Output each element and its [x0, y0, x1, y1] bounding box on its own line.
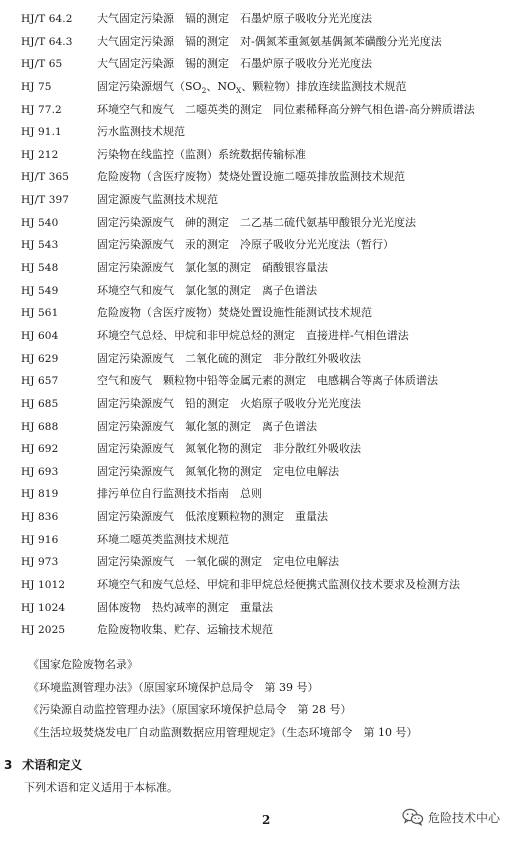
standard-row	[0, 551, 515, 574]
standard-code: HJ 1024	[21, 601, 66, 614]
standard-row	[0, 574, 515, 597]
standard-title: 固定污染源废气 氮氧化物的测定 非分散红外吸收法	[97, 442, 361, 456]
standard-code: HJ 1012	[21, 579, 66, 592]
standard-row	[0, 393, 515, 416]
standard-title: 固定污染源废气 氟化氢的测定 离子色谱法	[97, 419, 317, 433]
title-text: 固定污染源烟气（SO	[97, 79, 202, 93]
standard-code: HJ 561	[21, 307, 59, 320]
standard-code: HJ 212	[21, 148, 59, 161]
standard-row	[0, 619, 515, 642]
regulation-reference: 《污染源自动监控管理办法》（原国家环境保护总局令 第 28 号）	[28, 703, 352, 716]
standard-title: 大气固定污染源 锡的测定 石墨炉原子吸收分光光度法	[97, 57, 372, 71]
standard-row	[0, 257, 515, 280]
standard-row	[0, 144, 515, 167]
standard-row	[0, 53, 515, 76]
normative-references-list	[0, 8, 515, 642]
standard-code: HJ 2025	[21, 624, 66, 637]
standard-row	[0, 483, 515, 506]
watermark-text: 危险技术中心	[428, 810, 501, 825]
standard-title: 固定污染源废气 铅的测定 火焰原子吸收分光光度法	[97, 396, 361, 410]
standard-title: 固定源废气监测技术规范	[97, 193, 218, 207]
standard-code: HJ 604	[21, 329, 59, 342]
section-heading	[4, 756, 82, 773]
standard-row	[0, 121, 515, 144]
standard-code: HJ 629	[21, 352, 59, 365]
standard-title: 环境二噁英类监测技术规范	[97, 532, 229, 546]
standard-row	[0, 189, 515, 212]
standard-title: 污水监测技术规范	[97, 125, 185, 139]
standard-title: 环境空气总烃、甲烷和非甲烷总烃的测定 直接进样-气相色谱法	[97, 328, 409, 342]
standard-row	[0, 461, 515, 484]
standard-code: HJ 693	[21, 465, 59, 478]
regulation-reference: 《环境监测管理办法》（原国家环境保护总局令 第 39 号）	[28, 680, 319, 694]
standard-row	[0, 370, 515, 393]
standard-title: 危险废物（含医疗废物）焚烧处置设施性能测试技术规范	[97, 306, 372, 320]
standard-code: HJ 657	[21, 375, 59, 388]
regulation-reference: 《生活垃圾焚烧发电厂自动监测数据应用管理规定》（生态环境部令 第 10 号）	[28, 725, 418, 739]
standard-row	[0, 506, 515, 529]
standard-row	[0, 99, 515, 122]
page-number: 2	[262, 813, 271, 827]
standard-row	[0, 416, 515, 439]
standard-title: 固定污染源废气 低浓度颗粒物的测定 重量法	[97, 510, 328, 524]
section-title: 术语和定义	[22, 758, 83, 772]
standard-code: HJ 75	[21, 80, 52, 93]
standard-title: 环境空气和废气 氯化氢的测定 离子色谱法	[97, 283, 317, 297]
standard-row	[0, 212, 515, 235]
standard-row	[0, 8, 515, 31]
section-body-text: 下列术语和定义适用于本标准。	[24, 781, 178, 794]
standard-title: 固体废物 热灼减率的测定 重量法	[97, 600, 273, 614]
standard-title: 污染物在线监控（监测）系统数据传输标准	[97, 147, 306, 161]
standard-code: HJ 688	[21, 420, 59, 433]
standard-code: HJ 836	[21, 511, 59, 524]
standard-title: 固定污染源废气 氯化氢的测定 硝酸银容量法	[97, 261, 328, 275]
standard-row	[0, 234, 515, 257]
standard-code: HJ 685	[21, 397, 59, 410]
standard-code: HJ 973	[21, 556, 59, 569]
standard-row	[0, 166, 515, 189]
standard-row	[0, 529, 515, 552]
title-text: 、颗粒物）排放连续监测技术规范	[241, 79, 407, 93]
standard-code: HJ/T 65	[21, 58, 63, 71]
section-number: 3	[4, 758, 13, 772]
standard-title: 固定污染源废气 二氧化硫的测定 非分散红外吸收法	[97, 351, 361, 365]
standard-code: HJ 543	[21, 239, 59, 252]
standard-row	[0, 325, 515, 348]
standard-row	[0, 348, 515, 371]
regulation-reference: 《国家危险废物名录》	[28, 658, 138, 671]
standard-code: HJ 540	[21, 216, 59, 229]
title-text: 、NO	[206, 79, 236, 93]
standard-title: 固定污染源废气 一氧化碳的测定 定电位电解法	[97, 555, 339, 569]
standard-title: 固定污染源废气 汞的测定 冷原子吸收分光光度法（暂行）	[97, 238, 394, 252]
standard-row	[0, 438, 515, 461]
standard-code: HJ 548	[21, 262, 59, 275]
standard-title: 大气固定污染源 镉的测定 对-偶氮苯重氮氨基偶氮苯磺酸分光光度法	[97, 34, 442, 48]
standard-title: 固定污染源废气 氮氧化物的测定 定电位电解法	[97, 464, 339, 478]
standard-title: 大气固定污染源 镉的测定 石墨炉原子吸收分光光度法	[97, 12, 372, 25]
regulation-references-list	[0, 654, 515, 744]
standard-code: HJ/T 365	[21, 171, 70, 184]
standard-code: HJ 549	[21, 284, 59, 297]
standard-row	[0, 597, 515, 620]
standard-code: HJ 77.2	[21, 103, 62, 116]
standard-title: 危险废物收集、贮存、运输技术规范	[97, 623, 273, 637]
standard-code: HJ/T 64.3	[21, 35, 73, 48]
standard-row	[0, 280, 515, 303]
standard-code: HJ 91.1	[21, 126, 62, 139]
standard-title: 环境空气和废气 二噁英类的测定 同位素稀释高分辨气相色谱-高分辨质谱法	[97, 102, 475, 116]
standard-code: HJ/T 64.2	[21, 13, 73, 25]
subscript-text: 2	[201, 86, 207, 96]
standard-code: HJ/T 397	[21, 194, 70, 207]
standard-title: 排污单位自行监测技术指南 总则	[97, 487, 262, 501]
watermark	[402, 806, 500, 828]
standard-title: 环境空气和废气总烃、甲烷和非甲烷总烃便携式监测仪技术要求及检测方法	[97, 578, 460, 592]
wechat-icon	[402, 808, 424, 826]
standard-row	[0, 302, 515, 325]
standard-code: HJ 819	[21, 488, 59, 501]
standard-title: 危险废物（含医疗废物）焚烧处置设施二噁英排放监测技术规范	[97, 170, 405, 184]
subscript-text: X	[236, 86, 242, 96]
standard-row	[0, 31, 515, 54]
standard-title: 固定污染源废气 砷的测定 二乙基二硫代氨基甲酸银分光光度法	[97, 215, 416, 229]
standard-row	[0, 76, 515, 99]
standard-title: 空气和废气 颗粒物中铅等金属元素的测定 电感耦合等离子体质谱法	[97, 374, 438, 388]
standard-code: HJ 692	[21, 443, 59, 456]
standard-code: HJ 916	[21, 533, 59, 546]
